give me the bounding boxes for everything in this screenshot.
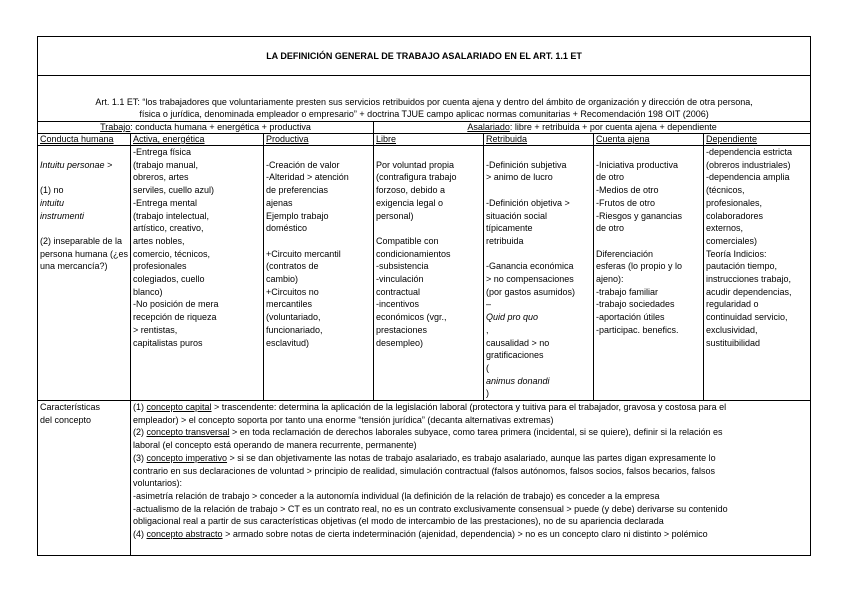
cell-line: recepción de riqueza — [133, 312, 217, 323]
cell-line: -Medios de otro — [596, 185, 659, 196]
cell-line: serviles, cuello azul) — [133, 185, 215, 196]
feature-capital — [133, 401, 808, 426]
asalariado-summary — [374, 122, 811, 134]
cell-line: > no compensaciones — [486, 274, 574, 285]
cell-line: (trabajo intelectual, — [133, 210, 210, 221]
cell-line: Ejemplo trabajo — [266, 210, 329, 221]
cell-line: típicamente — [486, 223, 533, 234]
cell-line: -Iniciativa productiva — [596, 159, 679, 170]
cell-line: > rentistas, — [133, 324, 178, 335]
cell-line: -Creación de valor — [266, 159, 340, 170]
cell-line: de otro — [596, 223, 625, 234]
col-header-conducta — [38, 134, 131, 146]
cell-line: económicos (vgr., — [376, 312, 447, 323]
cell-line: de preferencias — [266, 185, 329, 196]
asalariado-label: Asalariado — [467, 122, 510, 132]
feature-term: concepto capital — [146, 402, 212, 413]
cell-line: -Riesgos y ganancias — [596, 210, 683, 221]
cell-line: comercio, técnicos, — [133, 248, 211, 259]
feature-imperativo — [133, 452, 808, 528]
cell-text: intuitu — [40, 197, 65, 208]
trabajo-summary — [38, 122, 374, 134]
trabajo-text: : conducta humana + energética + productiva — [130, 122, 311, 132]
cell-line: +Circuito mercantil — [266, 248, 341, 259]
cell-line: artístico, creativo, — [133, 223, 204, 234]
feature-text: > en toda reclamación de derechos laborales subyace, como tarea primera (incidental, si se quiere), definir si la relación es — [229, 427, 723, 438]
cell-line: exclusividad, — [706, 324, 758, 335]
feature-text: > si se dan objetivamente las notas de trabajo asalariado, es trabajo asalariado, aunque las partes digan expresamente lo — [227, 452, 716, 463]
cell-line — [486, 362, 591, 400]
cell-text: animus donandi — [486, 375, 550, 386]
cell-line: colaboradores — [706, 210, 764, 221]
cell-line: mercantiles — [266, 299, 313, 310]
cell-line: -No posición de mera — [133, 299, 219, 310]
cell-line: acudir dependencias, — [706, 286, 792, 297]
cell-line: obreros, artes — [133, 172, 189, 183]
cell-line: (por gastos asumidos) — [486, 286, 576, 297]
asalariado-text: : libre + retribuida + por cuenta ajena + dependiente — [509, 122, 717, 132]
cell-line: (trabajo manual, — [133, 159, 199, 170]
feature-num: (4) — [133, 529, 147, 540]
cell-line: esferas (lo propio y lo — [596, 261, 683, 272]
cell-text: ( — [486, 362, 489, 373]
label-line: Características — [40, 402, 101, 413]
cell-line: contractual — [376, 286, 421, 297]
cell-line: Por voluntad propia — [376, 159, 455, 170]
cell-line: profesionales — [133, 261, 187, 272]
feature-text: laboral (el concepto está operando de manera recurrente, permanente) — [133, 440, 417, 451]
feature-term: concepto imperativo — [146, 452, 228, 463]
productiva-cell — [264, 146, 374, 401]
cell-line: cambio) — [266, 274, 299, 285]
cuenta-ajena-cell — [594, 146, 704, 401]
feature-text: contrario en sus declaraciones de voluntad > principio de realidad, simulación contractual (falsos autónomos, falsos socios, falsos becarios, falsos — [133, 465, 716, 476]
cell-line: -Ganancia económica — [486, 261, 574, 272]
cell-line: retribuida — [486, 235, 524, 246]
cell-line: Diferenciación — [596, 248, 654, 259]
cell-line: pautación tiempo, — [706, 261, 778, 272]
definition-table — [37, 36, 811, 556]
cell-line: -Definición subjetiva — [486, 159, 567, 170]
cell-line: (contratos de — [266, 261, 319, 272]
cell-line — [486, 298, 591, 336]
cell-line: funcionariado, — [266, 324, 323, 335]
header-text: Conducta humana — [40, 134, 114, 144]
feature-text: -actualismo de la relación de trabajo > CT es un contrato real, no es un contrato exclusivamente consensual > puede (y debe) derivarse su contenido — [133, 503, 728, 514]
header-text: Retribuida — [486, 134, 528, 144]
feature-num: (1) — [133, 402, 147, 413]
col-header-libre — [374, 134, 484, 146]
cell-line: desempleo) — [376, 337, 424, 348]
cell-line: (voluntariado, — [266, 312, 321, 323]
col-header-activa — [131, 134, 264, 146]
cell-line: una mercancía?) — [40, 261, 108, 272]
cell-line: Intuitu personae > — [40, 159, 113, 170]
cell-line: -participac. benefics. — [596, 324, 679, 335]
cell-line: -trabajo familiar — [596, 286, 659, 297]
cell-line: instrucciones trabajo, — [706, 274, 792, 285]
feature-num: (2) — [133, 427, 147, 438]
feature-transversal — [133, 426, 808, 451]
libre-cell — [374, 146, 484, 401]
col-header-dependiente — [704, 134, 811, 146]
cell-line: -Definición objetiva > — [486, 197, 570, 208]
cell-line: Teoría Indicios: — [706, 248, 767, 259]
cell-line: (2) inseparable de la — [40, 235, 123, 246]
cell-line: -dependencia estricta — [706, 147, 793, 157]
cell-line: esclavitud) — [266, 337, 310, 348]
cell-line: sustituibilidad — [706, 337, 761, 348]
label-line: del concepto — [40, 414, 92, 425]
feature-text: > trascendente: determina la aplicación de la legislación laboral (protectora y tuitiva para el trabajador, gravosa y costosa para el — [211, 402, 727, 413]
feature-text: voluntarios): — [133, 478, 183, 489]
retribuida-cell — [484, 146, 594, 401]
header-text: Dependiente — [706, 134, 758, 144]
header-text: Cuenta ajena — [596, 134, 650, 144]
intro-line: Art. 1.1 ET: “los trabajadores que voluntariamente presten sus servicios retribuidos por cuenta ajena y dentro del ámbito de organización y dirección de otra persona, — [95, 97, 753, 107]
cell-line: condicionamientos — [376, 248, 451, 259]
cell-line: instrumenti — [40, 210, 85, 221]
cell-line: exigencia legal o — [376, 197, 444, 208]
cell-line: situación social — [486, 210, 548, 221]
cell-line: gratificaciones — [486, 350, 544, 361]
intro-line: física o jurídica, denominada empleador o empresario” + doctrina TJUE campo aplicac normas comunitarias + Recomendación 198 OIT (2006) — [139, 108, 709, 119]
cell-line: externos, — [706, 223, 744, 234]
cell-line: -vinculación — [376, 274, 424, 285]
cell-text: Quid pro quo — [486, 312, 539, 323]
cell-line: -incentivos — [376, 299, 420, 310]
feature-text: empleador) > el concepto soporta por tanto una enorme “tensión jurídica” (decanta alternativas extremas) — [133, 414, 554, 425]
cell-line: -Entrega física — [133, 147, 192, 157]
col-header-productiva — [264, 134, 374, 146]
cell-line: de otro — [596, 172, 625, 183]
cell-line: artes nobles, — [133, 235, 185, 246]
cell-line: blanco) — [133, 286, 163, 297]
cell-line: capitalistas puros — [133, 337, 203, 348]
cell-line: profesionales, — [706, 197, 763, 208]
conducta-cell — [38, 146, 131, 401]
cell-line: ajenas — [266, 197, 293, 208]
cell-line: personal) — [376, 210, 414, 221]
cell-line: +Circuitos no — [266, 286, 319, 297]
feature-text: > armado sobre notas de cierta indeterminación (ajenidad, dependencia) > no es un concepto claro ni distinto > polémico — [222, 529, 708, 540]
cell-text: (1) no — [40, 185, 64, 196]
cell-line: forzoso, debido a — [376, 185, 446, 196]
cell-line: regularidad o — [706, 299, 759, 310]
feature-abstracto — [133, 528, 808, 541]
cell-text: , — [486, 324, 489, 335]
cell-line: -trabajo sociedades — [596, 299, 675, 310]
cell-line: doméstico — [266, 223, 308, 234]
cell-line — [40, 184, 128, 209]
cell-line: -Frutos de otro — [596, 197, 656, 208]
feature-text: obligacional real a partir de sus características objetivas (el modo de intercambio de las prestaciones), no de su apariencia declarada — [133, 516, 664, 527]
cell-line: -Entrega mental — [133, 197, 198, 208]
cell-line: (obreros industriales) — [706, 159, 791, 170]
cell-line: colegiados, cuello — [133, 274, 205, 285]
feature-num: (3) — [133, 452, 147, 463]
cell-line: -dependencia amplia — [706, 172, 790, 183]
dependiente-cell — [704, 146, 811, 401]
feature-text: -asimetría relación de trabajo > conceder a la autonomía individual (la definición de la relación de trabajo) es conceder a la empresa — [133, 490, 660, 501]
cell-line: comerciales) — [706, 235, 758, 246]
activa-cell — [131, 146, 264, 401]
cell-line: ajeno): — [596, 274, 624, 285]
feature-term: concepto transversal — [146, 427, 230, 438]
cell-line: -aportación útiles — [596, 312, 665, 323]
caracteristicas-label — [38, 401, 131, 556]
document-sheet — [37, 36, 810, 556]
cell-line: -subsistencia — [376, 261, 429, 272]
cell-line: Compatible con — [376, 235, 439, 246]
cell-text: – — [486, 299, 492, 310]
feature-term: concepto abstracto — [146, 529, 223, 540]
cell-line: (contrafigura trabajo — [376, 172, 457, 183]
cell-line: persona humana (¿es — [40, 248, 129, 259]
header-text: Libre — [376, 134, 397, 144]
cell-line: -Alteridad > atención — [266, 172, 349, 183]
col-header-cuenta-ajena — [594, 134, 704, 146]
intro-definition — [38, 76, 811, 122]
caracteristicas-text — [131, 401, 811, 556]
header-text: Activa, energética — [133, 134, 205, 144]
col-header-retribuida — [484, 134, 594, 146]
header-text: Productiva — [266, 134, 309, 144]
cell-line: continuidad servicio, — [706, 312, 788, 323]
trabajo-label: Trabajo — [100, 122, 131, 132]
cell-text: ) — [486, 388, 489, 399]
cell-line: prestaciones — [376, 324, 428, 335]
cell-line: > animo de lucro — [486, 172, 553, 183]
table-title: LA DEFINICIÓN GENERAL DE TRABAJO ASALARIADO EN EL ART. 1.1 ET — [38, 37, 811, 76]
cell-line: causalidad > no — [486, 337, 550, 348]
cell-line: (técnicos, — [706, 185, 745, 196]
